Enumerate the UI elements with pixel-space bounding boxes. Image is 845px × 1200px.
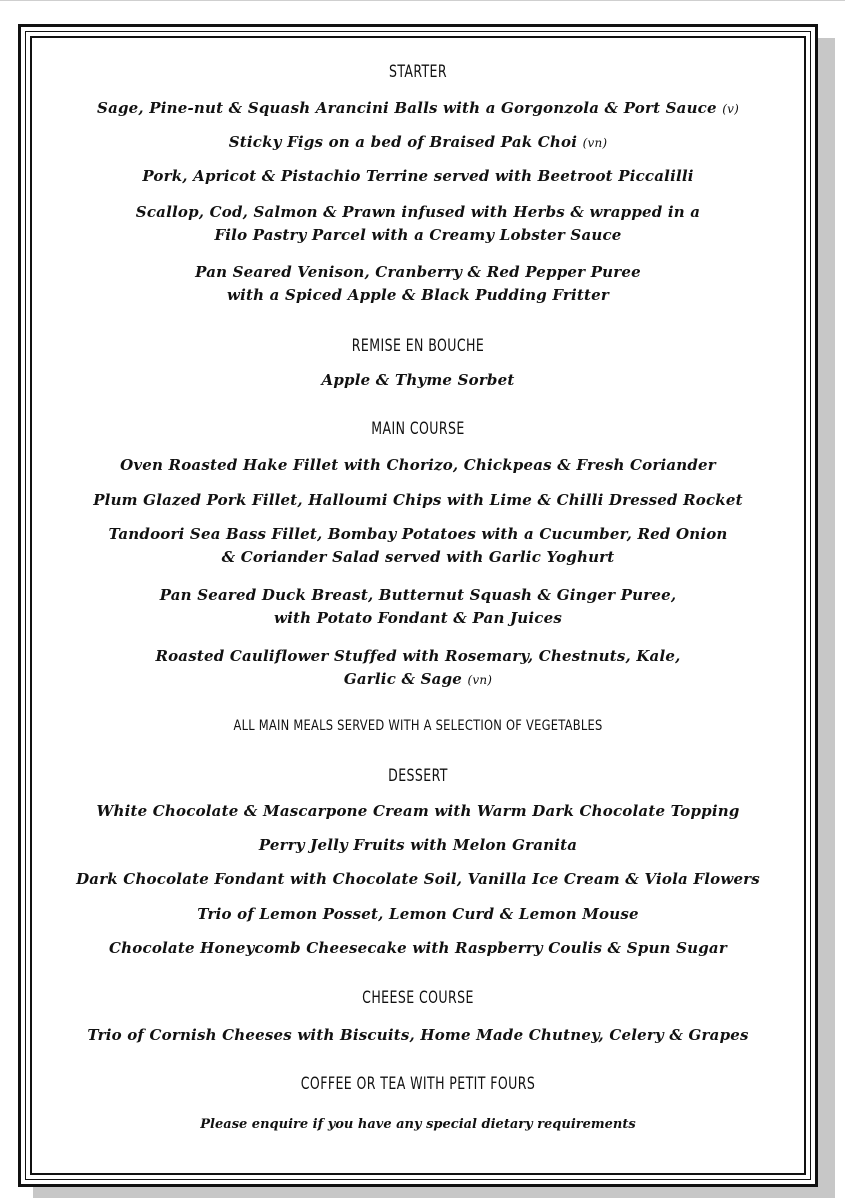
main-section xyxy=(51,418,785,440)
menu-item-text-2: & Coriander Salad served with Garlic Yoghurt xyxy=(221,548,615,566)
section-title-dessert: DESSERT xyxy=(388,766,448,786)
menu-item-text-2: with Potato Fondant & Pan Juices xyxy=(273,609,563,627)
menu-card xyxy=(18,24,818,1187)
remise-item xyxy=(51,369,785,392)
dietary-footer-note: Please enquire if you have any special dietary requirements xyxy=(200,1117,636,1132)
dessert-item xyxy=(51,834,785,857)
main-item xyxy=(51,489,785,512)
menu-item-text: Sticky Figs on a bed of Braised Pak Choi xyxy=(228,133,578,151)
menu-item-text: Trio of Lemon Posset, Lemon Curd & Lemon Mouse xyxy=(197,905,639,923)
menu-item-text: Sage, Pine-nut & Squash Arancini Balls with a Gorgonzola & Port Sauce xyxy=(97,99,717,117)
starter-section xyxy=(51,61,785,83)
main-item xyxy=(51,523,785,569)
menu-item-text: Scallop, Cod, Salmon & Prawn infused with Herbs & wrapped in a xyxy=(135,203,701,221)
top-rule xyxy=(0,0,845,1)
dessert-item xyxy=(51,937,785,960)
menu-content xyxy=(51,57,785,1164)
menu-item-text-2: Filo Pastry Parcel with a Creamy Lobster Sauce xyxy=(214,226,622,244)
coffee-section xyxy=(51,1073,785,1095)
dessert-item xyxy=(51,800,785,823)
menu-item-text: Dark Chocolate Fondant with Chocolate Soil, Vanilla Ice Cream & Viola Flowers xyxy=(76,870,760,888)
dietary-mark: (vn) xyxy=(582,136,608,150)
menu-item-text: Chocolate Honeycomb Cheesecake with Raspberry Coulis & Spun Sugar xyxy=(109,939,727,957)
starter-item xyxy=(51,165,785,188)
footer xyxy=(51,1115,785,1135)
starter-item xyxy=(51,131,785,155)
menu-item-text: Trio of Cornish Cheeses with Biscuits, Home Made Chutney, Celery & Grapes xyxy=(87,1026,749,1044)
vegetables-note: ALL MAIN MEALS SERVED WITH A SELECTION OF VEGETABLES xyxy=(233,718,603,734)
menu-item-text-2: Garlic & Sage xyxy=(343,670,463,688)
dietary-mark: (v) xyxy=(722,102,739,116)
starter-item xyxy=(51,201,785,247)
section-title-starter: STARTER xyxy=(389,62,447,82)
menu-item-text: Apple & Thyme Sorbet xyxy=(321,371,515,389)
main-item xyxy=(51,645,785,692)
main-note xyxy=(51,716,785,736)
cheese-item xyxy=(51,1024,785,1047)
cheese-section xyxy=(51,987,785,1009)
section-title-coffee: COFFEE OR TEA WITH PETIT FOURS xyxy=(300,1074,536,1094)
section-title-remise: REMISE EN BOUCHE xyxy=(351,336,485,356)
menu-item-text: Oven Roasted Hake Fillet with Chorizo, Chickpeas & Fresh Coriander xyxy=(120,456,716,474)
menu-item-text: Pork, Apricot & Pistachio Terrine served with Beetroot Piccalilli xyxy=(142,167,694,185)
dietary-mark: (vn) xyxy=(467,673,493,687)
dessert-item xyxy=(51,903,785,926)
section-title-main: MAIN COURSE xyxy=(371,419,465,439)
dessert-section xyxy=(51,765,785,787)
menu-item-text: Plum Glazed Pork Fillet, Halloumi Chips with Lime & Chilli Dressed Rocket xyxy=(93,491,743,509)
starter-item xyxy=(51,261,785,307)
starter-item xyxy=(51,97,785,121)
remise-section xyxy=(51,335,785,357)
menu-item-text: Tandoori Sea Bass Fillet, Bombay Potatoes with a Cucumber, Red Onion xyxy=(108,525,728,543)
main-item xyxy=(51,454,785,477)
dessert-item xyxy=(51,868,785,891)
menu-item-text-2: with a Spiced Apple & Black Pudding Fritter xyxy=(226,286,610,304)
menu-item-text: Roasted Cauliflower Stuffed with Rosemary, Chestnuts, Kale, xyxy=(155,647,681,665)
main-item xyxy=(51,584,785,630)
menu-item-text: Pan Seared Venison, Cranberry & Red Pepper Puree xyxy=(195,263,641,281)
menu-item-text: White Chocolate & Mascarpone Cream with Warm Dark Chocolate Topping xyxy=(96,802,740,820)
menu-item-text: Pan Seared Duck Breast, Butternut Squash & Ginger Puree, xyxy=(159,586,677,604)
section-title-cheese: CHEESE COURSE xyxy=(362,988,474,1008)
menu-item-text: Perry Jelly Fruits with Melon Granita xyxy=(258,836,578,854)
